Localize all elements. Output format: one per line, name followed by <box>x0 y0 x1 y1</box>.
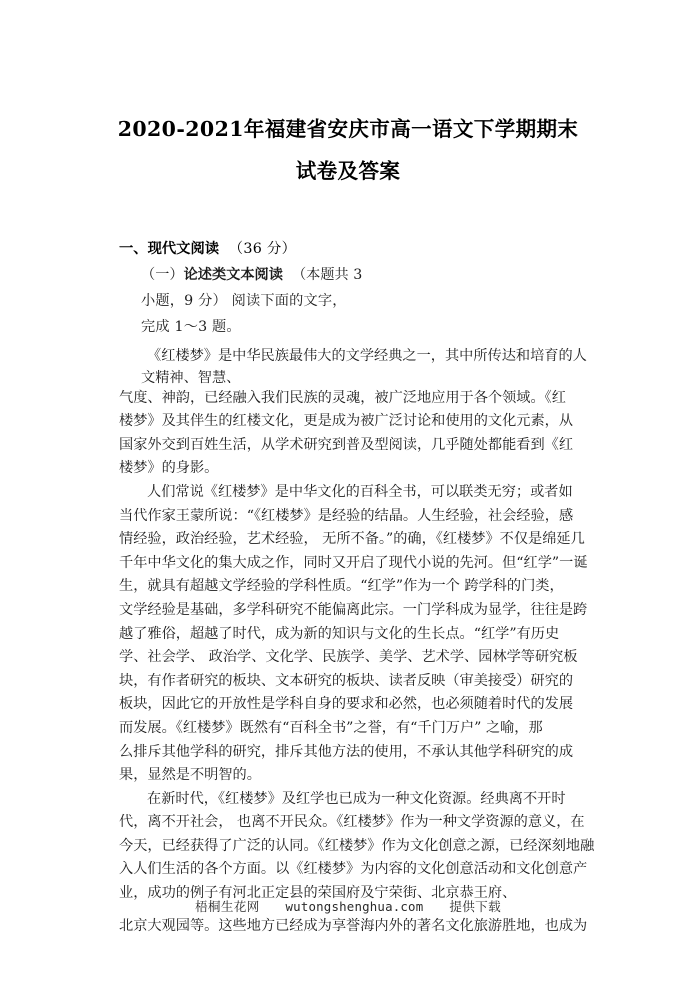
paragraph-2-line-5: 生，就具有超越文学经验的学科性质。“红学”作为一个 跨学科的门类， <box>119 578 564 595</box>
paragraph-3 <box>119 788 595 906</box>
paragraph-3-last-line: 北京大观园等。这些地方已经成为享誉海内外的著名文化旅游胜地，也成为 <box>119 917 588 934</box>
paragraph-2-line-8: 学、社会学、 政治学、文化学、民族学、美学、艺术学、园林学等研究板 <box>119 649 578 666</box>
paragraph-2-line-13: 果，显然是不明智的。 <box>119 767 261 784</box>
section-heading-text: 一、现代文阅读 <box>119 241 220 257</box>
subsection-line-3: 完成 1～3 题。 <box>141 319 241 335</box>
paragraph-2-line-6: 文学经验是基础，多学科研究不能偏离此宗。一门学科成为显学，往往是跨 <box>119 601 588 618</box>
paragraph-3-line-3: 今天，已经获得了广泛的认同。《红楼梦》作为文化创意之源，已经深刻地融 <box>119 837 595 854</box>
page-title-line-1: 2020-2021年福建省安庆市高一语文下学期期末 <box>117 116 579 141</box>
footer-site-name: 梧桐生花网 <box>195 899 260 914</box>
subsection-heading-tail: （本题共 3 <box>291 267 363 283</box>
subsection-heading-prefix: （一） <box>141 267 184 283</box>
document-body <box>119 236 595 938</box>
paragraph-2-line-3: 情经验，政治经验，艺术经验， 无所不备。”的确，《红楼梦》不仅是绵延几 <box>119 531 585 548</box>
paragraph-1-line-2: 文精神、智慧、 <box>141 369 241 386</box>
paragraph-3-line-5: 业，成功的例子有河北正定县的荣国府及宁荣街、北京恭王府、 <box>119 885 517 902</box>
paragraph-2-line-10: 板块，因此它的开放性是学科自身的要求和必然，也必须随着时代的发展 <box>119 696 574 713</box>
paragraph-2-line-12: 么排斥其他学科的研究，排斥其他方法的使用，不承认其他学科研究的成 <box>119 743 574 760</box>
paragraph-2-line-2: 当代作家王蒙所说：“《红楼梦》是经验的结晶。人生经验，社会经验，感 <box>119 507 574 524</box>
paragraph-1 <box>119 345 587 481</box>
paragraph-2 <box>119 481 588 788</box>
subsection-line-2: 小题，9 分） 阅读下面的文字， <box>141 293 347 309</box>
paragraph-3-line-2: 代，离不开社会， 也离不开民众。《红楼梦》作为一种文学资源的意义，在 <box>119 814 585 831</box>
paragraph-1-line-6: 楼梦》的身影。 <box>119 460 219 477</box>
paragraph-3-line-4: 入人们生活的各个方面。以《红楼梦》为内容的文化创意活动和文化创意产 <box>119 861 588 878</box>
paragraph-3-line-1: 在新时代，《红楼梦》及红学也已成为一种文化资源。经典离不开时 <box>147 790 566 807</box>
page-title-line-2: 试卷及答案 <box>295 158 401 183</box>
paragraph-1-line-4: 楼梦》及其伴生的红楼文化，更是成为被广泛讨论和使用的文化元素，从 <box>119 413 574 430</box>
paragraph-2-line-9: 块，有作者研究的板块、文本研究的板块、读者反映（审美接受）研究的 <box>119 672 574 689</box>
section-heading-score: （36 分） <box>228 241 297 257</box>
paragraph-1-line-3: 气度、神韵，已经融入我们民族的灵魂，被广泛地应用于各个领域。《红 <box>119 389 566 406</box>
paragraph-2-line-1: 人们常说《红楼梦》是中华文化的百科全书，可以联类无穷；或者如 <box>147 483 573 500</box>
section-heading <box>119 236 579 262</box>
paragraph-3-continued <box>119 915 588 939</box>
page-title <box>0 108 696 192</box>
subsection-block <box>119 262 579 340</box>
footer-note: 提供下载 <box>449 899 501 914</box>
page-footer <box>0 896 696 915</box>
paragraph-1-line-1: 《红楼梦》是中华民族最伟大的文学经典之一，其中所传达和培育的人 <box>147 348 587 364</box>
paragraph-1-line-5: 国家外交到百姓生活，从学术研究到普及型阅读，几乎随处都能看到《红 <box>119 436 574 453</box>
subsection-heading-bold: 论述类文本阅读 <box>183 267 283 283</box>
subsection-heading <box>141 262 579 288</box>
footer-site-url: wutongshenghua.com <box>285 899 424 914</box>
paragraph-2-line-7: 越了雅俗，超越了时代，成为新的知识与文化的生长点。“红学”有历史 <box>119 625 560 642</box>
paragraph-2-line-11: 而发展。《红楼梦》既然有“百科全书”之誉，有“千门万户” 之喻，那 <box>119 719 543 736</box>
paragraph-2-line-4: 千年中华文化的集大成之作，同时又开启了现代小说的先河。但“红学”一诞 <box>119 554 588 571</box>
